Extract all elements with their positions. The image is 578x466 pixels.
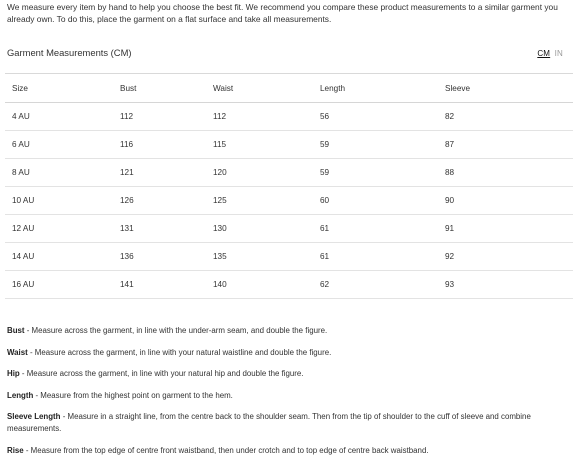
cell-size: 14 AU	[5, 243, 113, 271]
intro-text: We measure every item by hand to help you choose the best fit. We recommend you compare these product measurements to a similar garment you already own. To do this, place the garment on a flat surface and take all measurements.	[7, 2, 558, 24]
header-waist: Waist	[206, 74, 313, 103]
cell-bust: 112	[113, 103, 206, 131]
cell-size: 16 AU	[5, 271, 113, 299]
cell-length: 61	[313, 215, 438, 243]
cell-length: 62	[313, 271, 438, 299]
definition-length	[7, 390, 573, 402]
table-row	[5, 131, 573, 159]
definition-term: Waist	[7, 347, 28, 357]
measurement-definitions	[7, 325, 573, 466]
cell-bust: 126	[113, 187, 206, 215]
definition-term: Sleeve Length	[7, 412, 61, 421]
definition-text: - Measure across the garment, in line with your natural waistline and double the figure.	[27, 347, 332, 357]
definition-waist	[7, 347, 573, 359]
cell-size: 12 AU	[5, 215, 113, 243]
definition-rise	[7, 445, 573, 457]
table-row	[5, 187, 573, 215]
definition-text: - Measure across the garment, in line with the under-arm seam, and double the figure.	[24, 326, 328, 335]
unit-toggle	[537, 49, 563, 58]
table-row	[5, 271, 573, 299]
section-title: Garment Measurements (CM)	[7, 47, 132, 58]
definition-text: - Measure from the highest point on garment to the hem.	[33, 390, 233, 400]
cell-length: 59	[313, 131, 438, 159]
cell-bust: 141	[113, 271, 206, 299]
cell-sleeve: 93	[438, 271, 573, 299]
cell-bust: 116	[113, 131, 206, 159]
cell-bust: 121	[113, 159, 206, 187]
cell-waist: 115	[206, 131, 313, 159]
definition-text: - Measure in a straight line, from the centre back to the shoulder seam. Then from the tip of shoulder to the cuff of sleeve and combine measurements.	[7, 412, 531, 433]
table-header-row	[5, 74, 573, 103]
definition-sleeve-length	[7, 411, 573, 435]
definition-term: Bust	[7, 326, 25, 335]
unit-in-button[interactable]: IN	[554, 49, 563, 58]
cell-sleeve: 82	[438, 103, 573, 131]
cell-bust: 131	[113, 215, 206, 243]
cell-waist: 112	[206, 103, 313, 131]
definition-term: Hip	[7, 369, 20, 378]
cell-waist: 120	[206, 159, 313, 187]
definition-term: Rise	[7, 445, 24, 455]
measurements-table-wrapper	[5, 73, 573, 299]
table-row	[5, 243, 573, 271]
definition-text: - Measure from the top edge of centre front waistband, then under crotch and to top edge of centre back waistband.	[23, 445, 429, 455]
cell-size: 4 AU	[5, 103, 113, 131]
definition-text: - Measure across the garment, in line with your natural hip and double the figure.	[19, 369, 304, 378]
cell-length: 59	[313, 159, 438, 187]
cell-length: 61	[313, 243, 438, 271]
definition-bust	[7, 325, 573, 337]
header-length: Length	[313, 74, 438, 103]
cell-length: 56	[313, 103, 438, 131]
cell-size: 6 AU	[5, 131, 113, 159]
cell-sleeve: 88	[438, 159, 573, 187]
cell-size: 8 AU	[5, 159, 113, 187]
definition-term: Length	[7, 390, 34, 400]
cell-sleeve: 90	[438, 187, 573, 215]
measurements-table	[5, 74, 573, 299]
cell-size: 10 AU	[5, 187, 113, 215]
cell-sleeve: 91	[438, 215, 573, 243]
cell-bust: 136	[113, 243, 206, 271]
header-size: Size	[5, 74, 113, 103]
definition-hip	[7, 368, 573, 380]
cell-waist: 125	[206, 187, 313, 215]
cell-waist: 135	[206, 243, 313, 271]
header-bust: Bust	[113, 74, 206, 103]
cell-length: 60	[313, 187, 438, 215]
cell-sleeve: 92	[438, 243, 573, 271]
cell-sleeve: 87	[438, 131, 573, 159]
header-sleeve: Sleeve	[438, 74, 573, 103]
unit-cm-button[interactable]: CM	[537, 49, 551, 58]
table-row	[5, 215, 573, 243]
table-row	[5, 159, 573, 187]
table-row	[5, 103, 573, 131]
cell-waist: 130	[206, 215, 313, 243]
cell-waist: 140	[206, 271, 313, 299]
